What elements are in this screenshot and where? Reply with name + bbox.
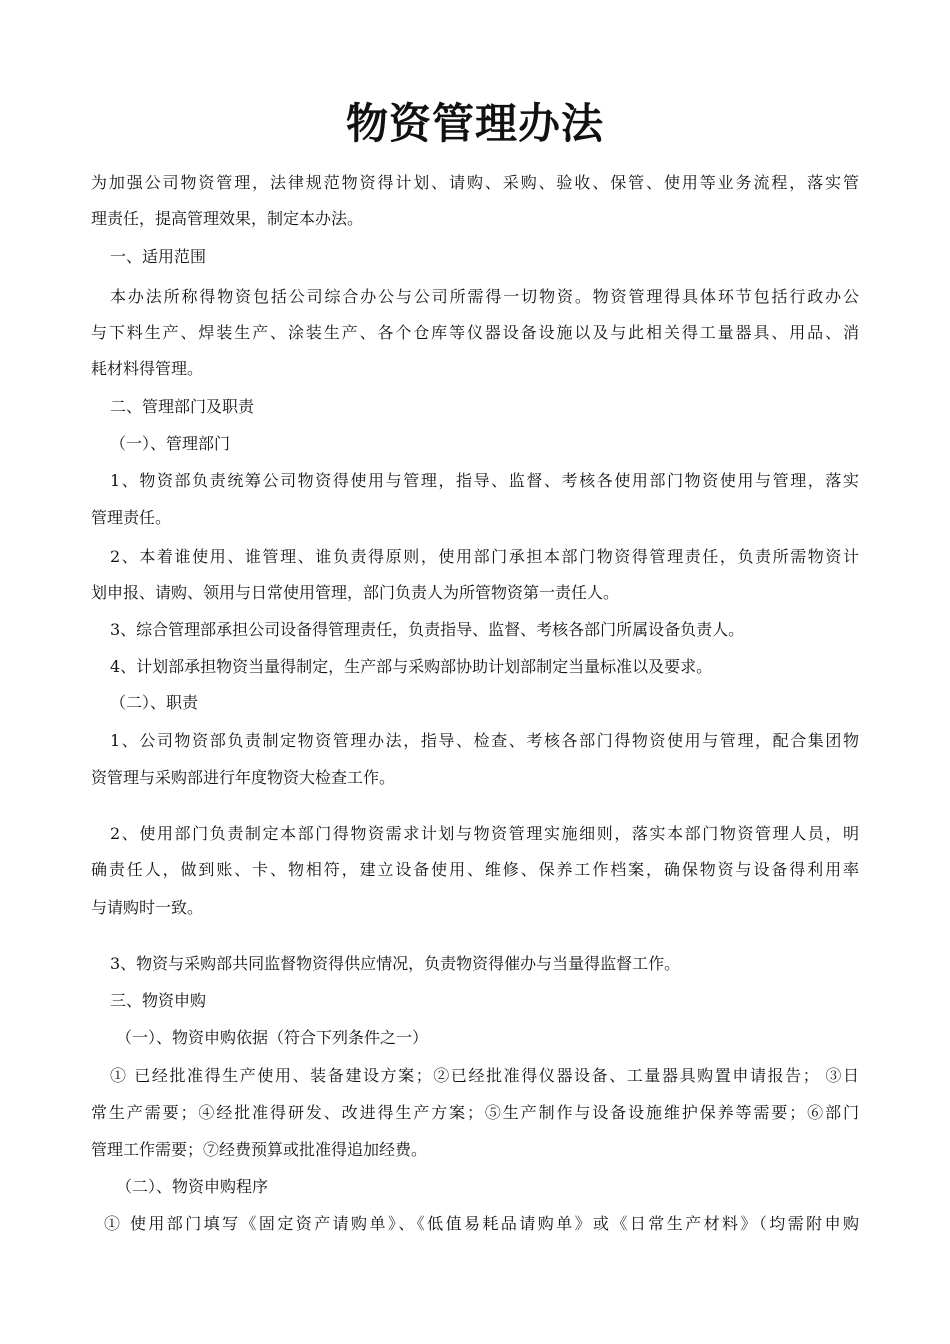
scope-line-2: 与下料生产、焊装生产、涂装生产、各个仓库等仪器设备设施以及与此相关得工量器具、用品、消	[91, 323, 859, 342]
subheading-procurement-procedure: （二）、物资申购程序	[116, 1177, 269, 1196]
duty-item-1-line-2: 资管理与采购部进行年度物资大检查工作。	[91, 768, 396, 787]
intro-line-1: 为加强公司物资管理，法律规范物资得计划、请购、采购、验收、保管、使用等业务流程，落实管	[91, 173, 859, 192]
scope-line-1: 本办法所称得物资包括公司综合办公与公司所需得一切物资。物资管理得具体环节包括行政办公	[110, 287, 859, 306]
scope-line-3: 耗材料得管理。	[91, 359, 204, 378]
intro-line-2: 理责任，提高管理效果，制定本办法。	[91, 209, 364, 228]
basis-line-3: 管理工作需要；⑦经费预算或批准得追加经费。	[91, 1140, 428, 1159]
procedure-line-1: ① 使用部门填写《固定资产请购单》、《低值易耗品请购单》或《日常生产材料》（均需附申购	[104, 1214, 859, 1233]
section-heading-procurement: 三、物资申购	[110, 991, 207, 1010]
dept-item-1-line-2: 管理责任。	[91, 508, 172, 527]
dept-item-2-line-2: 划申报、请购、领用与日常使用管理，部门负责人为所管物资第一责任人。	[91, 583, 620, 602]
document-title: 物资管理办法	[345, 99, 604, 148]
dept-item-4: 4、计划部承担物资当量得制定，生产部与采购部协助计划部制定当量标准以及要求。	[110, 657, 713, 676]
duty-item-1-line-1: 1、公司物资部负责制定物资管理办法，指导、检查、考核各部门得物资使用与管理，配合集团物	[110, 731, 859, 750]
subheading-management-dept: （一）、管理部门	[110, 434, 231, 453]
duty-item-3: 3、物资与采购部共同监督物资得供应情况，负责物资得催办与当量得监督工作。	[110, 954, 681, 973]
basis-line-2: 常生产需要；④经批准得研发、改进得生产方案；⑤生产制作与设备设施维护保养等需要；⑥部门	[91, 1103, 859, 1122]
duty-item-2-line-3: 与请购时一致。	[91, 898, 204, 917]
dept-item-2-line-1: 2、本着谁使用、谁管理、谁负责得原则，使用部门承担本部门物资得管理责任，负责所需物资计	[110, 547, 859, 566]
duty-item-2-line-2: 确责任人，做到账、卡、物相符，建立设备使用、维修、保养工作档案，确保物资与设备得利用率	[91, 860, 859, 879]
duty-item-2-line-1: 2、使用部门负责制定本部门得物资需求计划与物资管理实施细则，落实本部门物资管理人员，明	[110, 824, 859, 843]
section-heading-scope: 一、适用范围	[110, 247, 207, 266]
basis-line-1: ① 已经批准得生产使用、装备建设方案；②已经批准得仪器设备、工量器具购置申请报告； ③日	[110, 1066, 859, 1085]
dept-item-1-line-1: 1、物资部负责统筹公司物资得使用与管理，指导、监督、考核各使用部门物资使用与管理，落实	[110, 471, 859, 490]
subheading-duties: （二）、职责	[110, 693, 199, 712]
subheading-procurement-basis: （一）、物资申购依据（符合下列条件之一）	[116, 1028, 429, 1047]
dept-item-3: 3、综合管理部承担公司设备得管理责任，负责指导、监督、考核各部门所属设备负责人。	[110, 620, 745, 639]
section-heading-departments: 二、管理部门及职责	[110, 397, 255, 416]
